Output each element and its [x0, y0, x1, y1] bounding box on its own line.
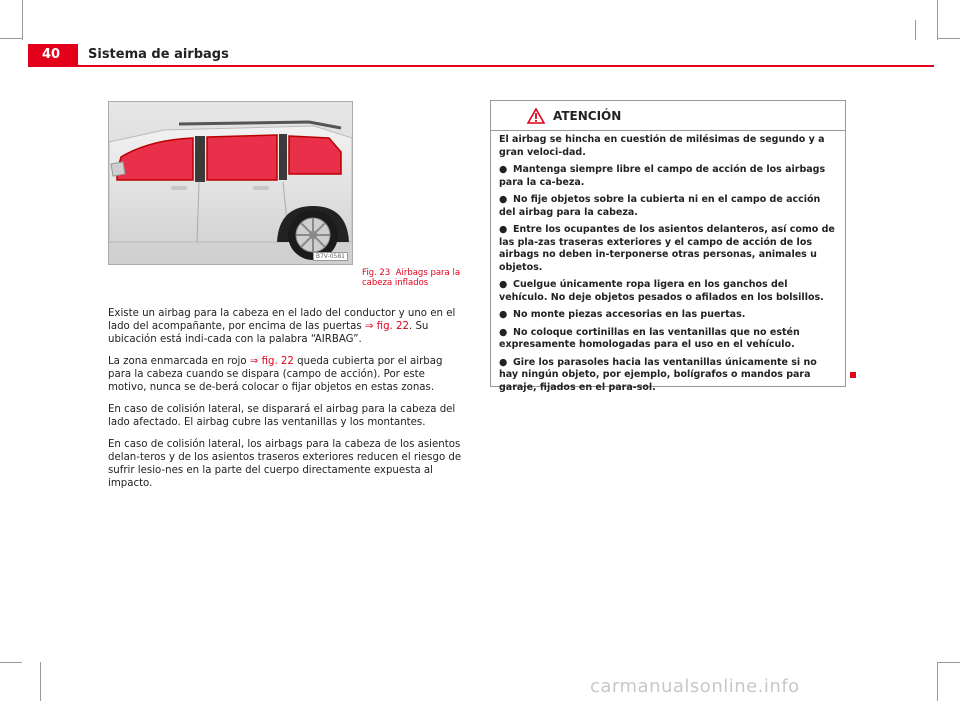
body-text-left [108, 307, 464, 499]
warning-intro: El airbag se hincha en cuestión de milésimas de segundo y a gran veloci-dad. [499, 134, 825, 158]
warning-triangle-icon [527, 108, 545, 124]
figure-reference-link[interactable]: ⇒ fig. 22 [249, 356, 294, 367]
warning-body [491, 131, 845, 394]
warning-item: ● No coloque cortinillas en las ventanillas que no estén expresamente homologadas para el uso en el vehículo. [499, 326, 800, 350]
section-end-marker [850, 372, 856, 378]
crop-mark [938, 662, 960, 663]
warning-item: ● No fije objetos sobre la cubierta ni en el campo de acción del airbag para la cabeza. [499, 194, 821, 218]
paragraph: Existe un airbag para la cabeza en el lado del conductor y uno en el lado del acompañante, por encima de las puertas ⇒ fig. 22. Su ubicación está indi-cada con la palabra “AIRBAG”. [108, 308, 456, 345]
section-title: Sistema de airbags [88, 47, 229, 62]
warning-item: ● Mantenga siempre libre el campo de acción de los airbags para la ca-beza. [499, 164, 826, 188]
crop-mark [22, 0, 23, 40]
warning-item: ● Cuelgue únicamente ropa ligera en los ganchos del vehículo. No deje objetos pesados o afilados en los bolsillos. [499, 279, 824, 303]
crop-mark [937, 662, 938, 701]
warning-item: ● Gire los parasoles hacia las ventanillas únicamente si no hay ningún objeto, por ejemplo, bolígrafos o mandos para garaje, fijados en el para-sol. [499, 356, 817, 393]
airbag-zone-rear [207, 135, 277, 180]
warning-title: ATENCIÓN [553, 109, 622, 123]
crop-mark [40, 662, 41, 701]
figure-caption-label: Fig. 23 [362, 268, 391, 278]
figure-caption [362, 268, 462, 288]
figure-car-side-airbags [108, 101, 353, 265]
figure-code: B7V-0581 [313, 252, 348, 261]
watermark: carmanualsonline.info [590, 676, 800, 697]
header-rule [28, 65, 934, 67]
car-illustration [109, 102, 352, 264]
crop-mark [937, 0, 938, 40]
warning-item: ● No monte piezas accesorias en las puertas. [499, 309, 746, 320]
crop-mark [0, 662, 22, 663]
paragraph: La zona enmarcada en rojo ⇒ fig. 22 queda cubierta por el airbag para la cabeza cuando se dispara (campo de acción). Por este motivo, nunca se de-berá colocar o fijar objetos en estas zonas. [108, 356, 443, 393]
figure-caption-text: Airbags para la cabeza inflados [362, 268, 461, 288]
crop-mark [915, 20, 916, 40]
paragraph: En caso de colisión lateral, se disparará el airbag para la cabeza del lado afectado. El airbag cubre las ventanillas y los montantes. [108, 404, 456, 428]
warning-item: ● Entre los ocupantes de los asientos delanteros, así como de las pla-zas traseras exteriores y el campo de acción de los airbags no deben in-terponerse otras personas, animales u objetos. [499, 224, 835, 273]
crop-mark [938, 38, 960, 39]
figure-reference-link[interactable]: ⇒ fig. 22 [364, 321, 409, 332]
warning-box [490, 100, 846, 393]
paragraph: En caso de colisión lateral, los airbags para la cabeza de los asientos delan-teros y de los asientos traseros exteriores reducen el riesgo de sufrir lesio-nes en la parte del cuerpo directamente expuesta al impacto. [108, 439, 462, 489]
crop-mark [0, 38, 22, 39]
page-number: 40 [28, 44, 78, 66]
warning-header [491, 101, 845, 131]
